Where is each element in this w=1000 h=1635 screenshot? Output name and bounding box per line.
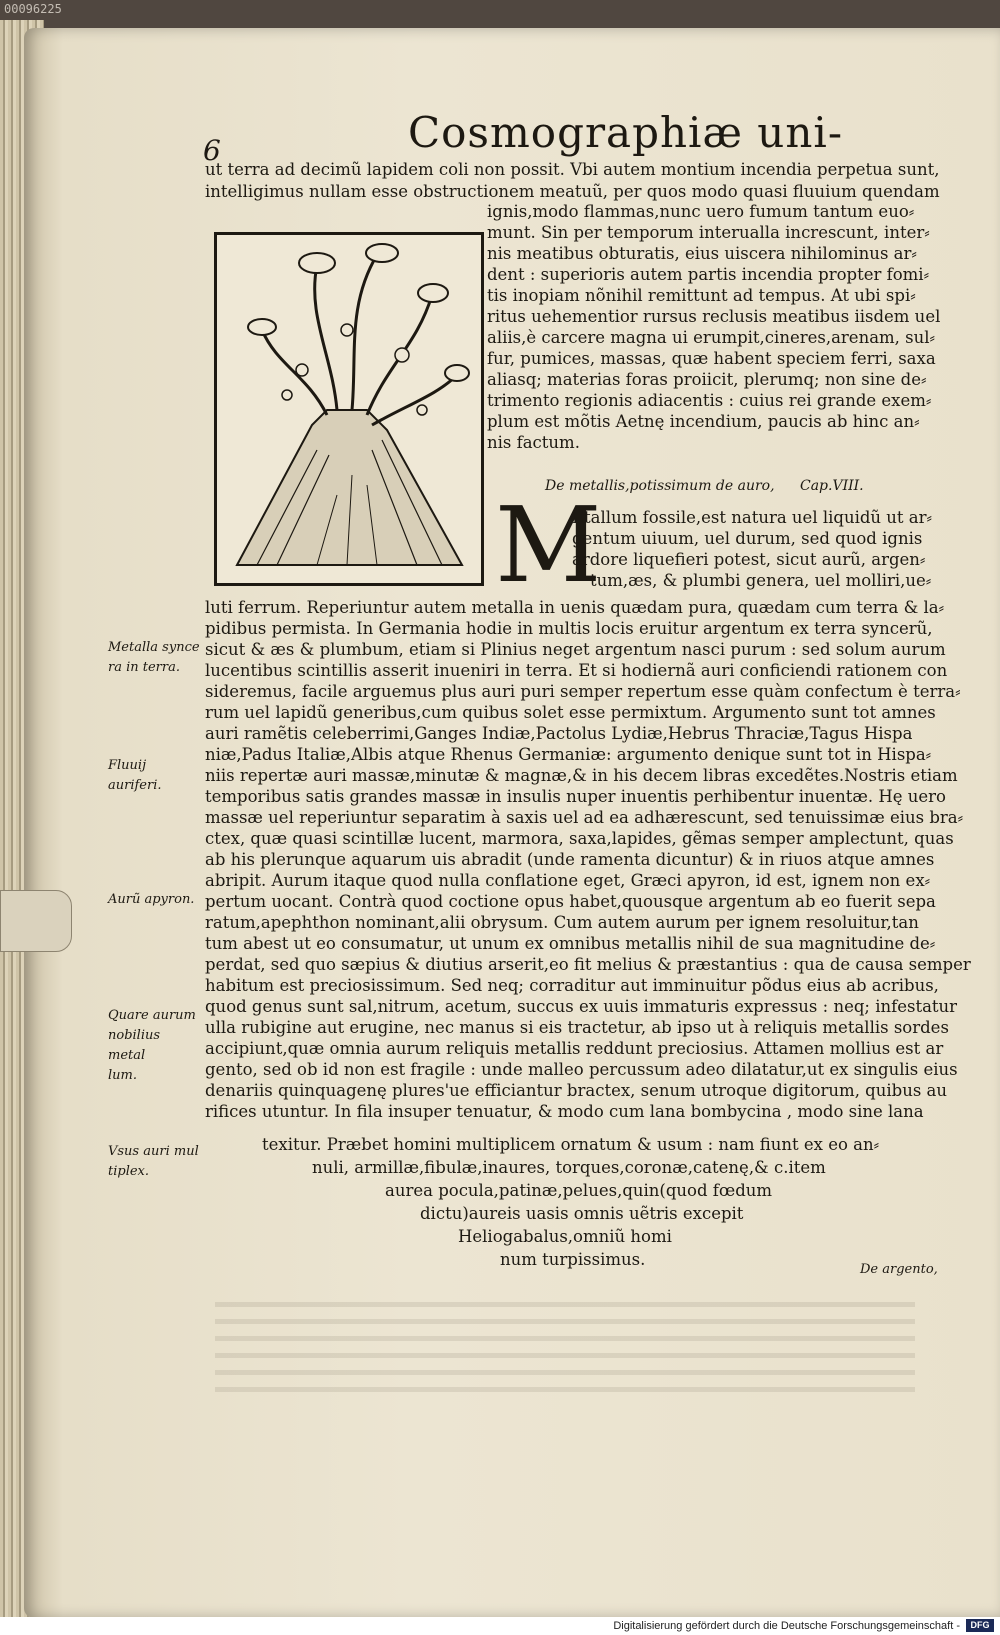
- text-line: nis factum.: [487, 433, 580, 452]
- margin-note: Quare aurum nobilius metal lum.: [108, 1008, 196, 1083]
- dfg-logo-icon: DFG: [966, 1619, 994, 1632]
- text-line: niæ,Padus Italiæ,Albis atque Rhenus Germaniæ: argumento denique sunt tot in Hispa⸗: [205, 745, 932, 764]
- text-line: intelligimus nullam esse obstructionem meatuũ, per quos modo quasi fluuium quendam: [205, 182, 940, 201]
- text-line: texitur. Præbet homini multiplicem ornatum & usum : nam fiunt ex eo an⸗: [262, 1135, 880, 1154]
- text-line: tum,æs, & plumbi genera, uel molliri,ue⸗: [590, 571, 932, 590]
- text-line: denariis quinquagenę plures'ue efficiantur bractex, senum utroque digitorum, quibus au: [205, 1081, 948, 1100]
- text-line: fur, pumices, massas, quæ habent speciem ferri, saxa: [487, 349, 936, 368]
- text-line: trimento regionis adiacentis : cuius rei grande exem⸗: [487, 391, 932, 410]
- text-line: dictu)aureis uasis omnis uẽtris excepit: [420, 1204, 744, 1223]
- text-line: gentum uiuum, uel durum, sed quod ignis: [572, 529, 923, 548]
- text-line: lucentibus scintillis asserit inueniri in terra. Et si hodiernã auri conficiendi rationem con: [205, 661, 948, 680]
- text-line: accipiunt,quæ omnia aurum reliquis metallis reddunt preciosius. Attamen mollius est ar: [205, 1039, 944, 1058]
- margin-note: Aurũ apyron.: [108, 892, 195, 907]
- text-line: niis repertæ auri massæ,minutæ & magnæ,& in his decem libras excedẽtes.Nostris etiam: [205, 766, 958, 785]
- margin-note: Fluuij auriferi.: [108, 758, 162, 793]
- text-line: sideremus, facile arguemus plus auri puri semper repertum esse quàm confectum è terra⸗: [205, 682, 961, 701]
- margin-note: Vsus auri mul tiplex.: [108, 1144, 199, 1179]
- margin-note: Metalla synce ra in terra.: [108, 640, 200, 675]
- text-line: temporibus satis grandes massæ in insulis nuper inuentis perhibentur inuentæ. Hę uero: [205, 787, 946, 806]
- text-line: ut terra ad decimũ lapidem coli non possit. Vbi autem montium incendia perpetua sunt,: [205, 160, 940, 179]
- text-line: munt. Sin per temporum interualla increscunt, inter⸗: [487, 223, 930, 242]
- text-line: nuli, armillæ,fibulæ,inaures, torques,coronæ,catenę,& c.item: [312, 1158, 826, 1177]
- text-line: perdat, sed quo sæpius & diutius arserit,eo fit melius & præstantius : qua de causa semper: [205, 955, 971, 974]
- text-line: pertum uocant. Contrà quod coctione opus habet,quousque argentum ab eo fuerit sepa: [205, 892, 936, 911]
- footer-bar: [0, 1617, 1000, 1635]
- text-line: luti ferrum. Reperiuntur autem metalla in uenis quædam pura, quædam cum terra & la⸗: [205, 598, 945, 617]
- text-line: ignis,modo flammas,nunc uero fumum tantum euo⸗: [487, 202, 915, 221]
- drop-cap-initial: M: [495, 484, 602, 606]
- text-line: tis inopiam nõnihil remittunt ad tempus. At ubi spi⸗: [487, 286, 916, 305]
- text-line: rum uel lapidũ generibus,cum quibus solet esse permixtum. Argumento sunt tot amnes: [205, 703, 936, 722]
- text-line: sicut & æs & plumbum, etiam si Plinius neget argentum nasci purum : sed solum aurum: [205, 640, 946, 659]
- text-line: ab his plerunque aquarum uis abradit (unde ramenta dicuntur) & in riuos atque amnes: [205, 850, 935, 869]
- bookmark-tab: [0, 890, 72, 952]
- shelfmark-label: 00096225: [4, 2, 62, 16]
- text-line: rifices utuntur. In fila insuper tenuatur, & modo cum lana bombycina , modo sine lana: [205, 1102, 924, 1121]
- text-line: num turpissimus.: [500, 1250, 646, 1269]
- text-line: aurea pocula,patinæ,pelues,quin(quod fœdum: [385, 1181, 773, 1200]
- text-line: gento, sed ob id non est fragile : unde malleo percussum adeo dilatatur,ut ex singulis eius: [205, 1060, 958, 1079]
- text-line: quod genus sunt sal,nitrum, acetum, succus ex uuis immaturis expressus : neq; infestatur: [205, 997, 958, 1016]
- text-line: nis meatibus obturatis, eius uiscera nihilominus ar⸗: [487, 244, 917, 263]
- text-line: ritus uehementior rursus reclusis meatibus iisdem uel: [487, 307, 941, 326]
- running-title: Cosmographiæ uni-: [408, 108, 844, 157]
- footer-credit: Digitalisierung gefördert durch die Deutsche Forschungsgemeinschaft -: [613, 1620, 960, 1632]
- text-line: plum est mõtis Aetnę incendium, paucis ab hinc an⸗: [487, 412, 920, 431]
- bleed-through-text: [215, 1290, 915, 1400]
- text-line: ratum,apephthon nominant,alii obrysum. Cum autem aurum per ignem resoluitur,tan: [205, 913, 919, 932]
- chapter-heading: De metallis,potissimum de auro,: [545, 478, 775, 494]
- text-line: dent : superioris autem partis incendia propter fomi⸗: [487, 265, 930, 284]
- text-line: ulla rubigine aut erugine, nec manus si eis tractetur, ab ipso ut à reliquis metallis sordes: [205, 1018, 949, 1037]
- chapter-number: Cap.VIII.: [800, 478, 864, 494]
- text-line: pidibus permista. In Germania hodie in multis locis eruitur argentum ex terra syncerũ,: [205, 619, 933, 638]
- text-line: aliis,è carcere magna ui erumpit,cineres,arenam, sul⸗: [487, 328, 936, 347]
- catchword: De argento,: [860, 1262, 938, 1277]
- text-line: Etallum fossile,est natura uel liquidũ ut ar⸗: [572, 508, 933, 527]
- text-line: aliasq; materias foras proiicit, plerumq; non sine de⸗: [487, 370, 927, 389]
- text-line: abripit. Aurum itaque quod nulla conflatione eget, Græci apyron, id est, ignem non ex⸗: [205, 871, 931, 890]
- text-line: massæ uel reperiuntur separatim à saxis uel ad ea adhærescunt, sed tenuissimæ eius bra⸗: [205, 808, 964, 827]
- text-line: ctex, quæ quasi scintillæ lucent, marmora, saxa,lapides, gẽmas semper amplectunt, quas: [205, 829, 954, 848]
- text-line: tum abest ut eo consumatur, ut unum ex omnibus metallis nihil de sua magnitudine de⸗: [205, 934, 936, 953]
- text-line: Heliogabalus,omniũ homi: [458, 1227, 672, 1246]
- text-line: auri ramẽtis celeberrimi,Ganges Indiæ,Pactolus Lydiæ,Hebrus Thraciæ,Tagus Hispa: [205, 724, 913, 743]
- volcano-icon: [217, 235, 481, 583]
- text-line: ardore liquefieri potest, sicut aurũ, argen⸗: [572, 550, 926, 569]
- volcano-woodcut-illustration: [214, 232, 484, 586]
- text-line: habitum est preciosissimum. Sed neq; corraditur aut imminuitur põdus eius ab acribus,: [205, 976, 939, 995]
- page-number: 6: [203, 134, 221, 167]
